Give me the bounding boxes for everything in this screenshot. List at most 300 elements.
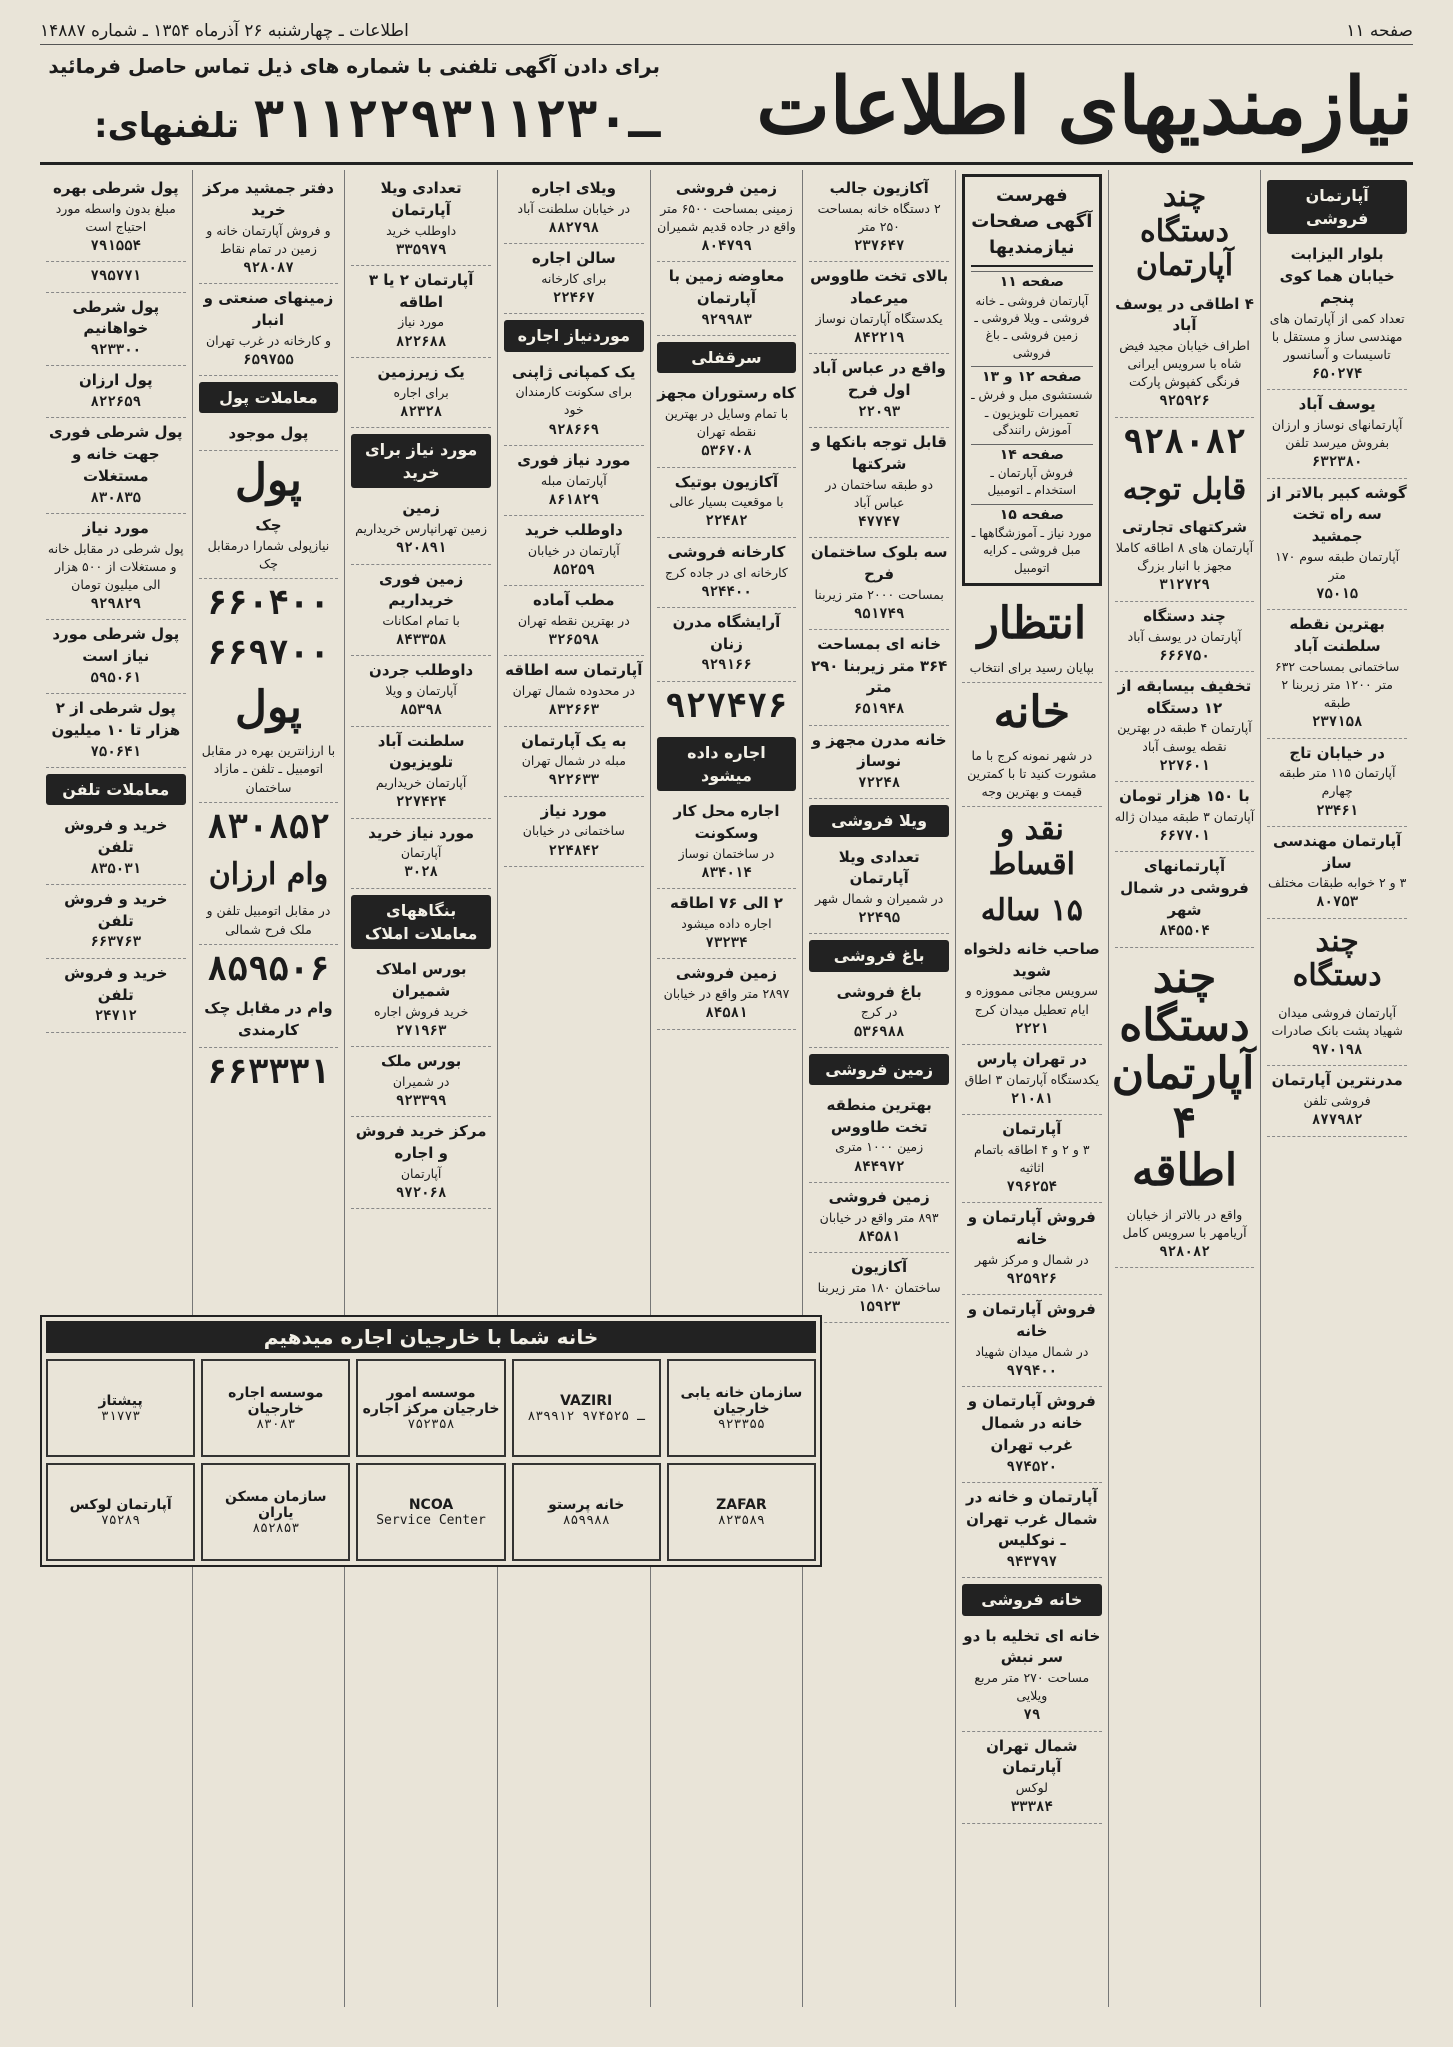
ad-phone: ۹۲۳۳۹۹ xyxy=(395,1092,447,1109)
ad-text: بپایان رسید برای انتخاب xyxy=(969,659,1094,675)
ad-text: برای سکونت کارمندان خود xyxy=(515,384,633,418)
ad-heading: قابل توجه بانکها و شرکتها xyxy=(811,433,947,473)
classified-ad xyxy=(504,174,644,244)
ad-phone: ۸۷۷۹۸۲ xyxy=(1311,1112,1363,1129)
ad-phone: ۸۵۲۵۹ xyxy=(552,561,595,578)
ad-heading: چند دستگاه xyxy=(1143,606,1226,625)
index-box xyxy=(962,174,1102,586)
agency-logo xyxy=(46,1359,195,1457)
agency-name: سازمان مسکن یاران xyxy=(225,1488,327,1521)
ad-phone: ۳۰۲۸ xyxy=(404,864,438,881)
ad-phone: ۸۰۷۵۳ xyxy=(1316,894,1359,911)
phones-label: تلفنهای: xyxy=(94,106,239,146)
contact-note: برای دادن آگهی تلفنی با شماره های ذیل تماس حاصل فرمائید xyxy=(48,54,660,78)
ad-phone: ۸۳۴۰۱۴ xyxy=(701,865,752,882)
ad-text: در ساختمان نوساز xyxy=(678,845,775,861)
ad-phone: ۲۳۷۱۵۸ xyxy=(1311,714,1363,731)
ad-heading: در خیابان تاج xyxy=(1289,743,1385,762)
ad-phone: ۲۲۰۹۳ xyxy=(858,403,901,420)
index-items: آپارتمان فروشی ـ خانه فروشی ـ ویلا فروشی ـ زمین فروشی ـ باغ فروشی xyxy=(974,293,1090,360)
ad-text: زمین تهرانپارس خریداریم xyxy=(355,521,488,537)
ad-text: در شمیران و شمال شهر xyxy=(815,891,944,907)
ad-phone: ۳۲۶۵۹۸ xyxy=(548,632,600,649)
column-6 xyxy=(497,170,650,2007)
classified-ad xyxy=(504,358,644,446)
ad-heading: دفتر جمشید مرکز خرید xyxy=(202,179,334,219)
column-9 xyxy=(40,170,192,2007)
classified-ad xyxy=(46,811,186,885)
classified-ad xyxy=(351,174,491,266)
ad-text: آپارتمان مبله xyxy=(540,472,607,488)
agency-logo xyxy=(512,1463,661,1561)
ad-phone: ۷۹ xyxy=(1023,1707,1041,1724)
classified-ad xyxy=(809,630,949,726)
ad-text: با ارزانترین بهره در مقابل اتومبیل ـ تلفن ـ مازاد ساختمان xyxy=(201,743,336,795)
ad-text: در شمال و مرکز شهر xyxy=(974,1251,1089,1267)
classified-ad xyxy=(504,727,644,797)
classified-ad xyxy=(657,468,797,538)
ad-phone: ۲۲۲۱ xyxy=(1014,1020,1049,1037)
section-banner: زمین فروشی xyxy=(809,1054,949,1085)
classified-ad xyxy=(351,955,491,1047)
classified-ad xyxy=(962,1483,1102,1579)
index-section: صفحه ۱۴ xyxy=(971,444,1093,465)
agency-logo xyxy=(201,1463,350,1561)
page-number: صفحه ۱۱ xyxy=(1346,21,1413,41)
ad-heading: داوطلب خرید xyxy=(524,521,623,539)
page-title: نیازمندیهای اطلاعات xyxy=(756,61,1413,152)
section-banner: سرقفلی xyxy=(657,342,797,373)
agency-phone: ۸۲۳۵۸۹ xyxy=(717,1512,765,1528)
ad-phone: ۹۲۳۳۰۰ xyxy=(90,342,142,359)
ad-text: مبله در شمال تهران xyxy=(521,753,626,769)
display-phone: ۸۳۰۸۵۲ xyxy=(207,806,330,847)
ad-phone: ۹۲۹۹۸۳ xyxy=(701,311,752,328)
classified-ad xyxy=(199,419,339,451)
column-4 xyxy=(802,170,955,2007)
column-7 xyxy=(344,170,497,2007)
masthead xyxy=(40,52,1413,165)
ad-heading: یک کمپانی ژاپنی xyxy=(512,362,636,381)
ad-text: آپارتمانهای نوساز و ارزان بفروش میرسد تلفن xyxy=(1271,417,1403,451)
ad-heading: وام در مقابل چک کارمندی xyxy=(204,999,333,1039)
ad-heading: بهترین نقطه سلطنت آباد xyxy=(1289,615,1385,656)
display-headline: وام ارزان xyxy=(208,856,329,892)
classified-ad xyxy=(504,586,644,656)
classified-ad xyxy=(657,174,797,262)
agency-logos xyxy=(46,1359,816,1561)
section-banner: موردنیاز اجاره xyxy=(504,320,644,351)
ad-heading: خانه مدرن مجهز و نوساز xyxy=(811,730,947,771)
classified-ad xyxy=(962,1115,1102,1203)
agency-phone: ۷۵۲۳۵۸ xyxy=(407,1416,455,1432)
ad-heading: آپارتمان ۲ یا ۳ اطاقه xyxy=(368,270,474,311)
ad-phone: ۶۶۳۷۶۳ xyxy=(90,934,142,951)
index-section: صفحه ۱۲ و ۱۳ xyxy=(971,366,1093,387)
ad-heading: زمینهای صنعتی و انبار xyxy=(203,289,334,329)
agency-phone: ۸۵۲۸۵۳ xyxy=(252,1520,300,1536)
ad-text: ۸۹۳ متر واقع در خیابان xyxy=(819,1209,939,1225)
ad-text: سرویس مجانی ممووزه و ایام تعطیل میدان کرج xyxy=(965,983,1098,1017)
classified-ad xyxy=(46,418,186,514)
ad-phone: ۷۹۵۷۷۱ xyxy=(90,268,142,285)
ad-text: کارخانه ای در جاده کرج xyxy=(665,564,788,580)
ad-heading: سلطنت آباد تلویزیون xyxy=(377,731,465,772)
ad-text: زمینی بمساحت ۶۵۰۰ متر واقع در جاده قدیم شمیران xyxy=(657,200,796,234)
classified-ad xyxy=(809,726,949,800)
ad-heading: فروش آپارتمان و خانه xyxy=(967,1300,1096,1341)
classified-ad xyxy=(46,293,186,367)
ad-text: آپارتمان ۱۱۵ متر طبقه چهارم xyxy=(1278,765,1396,799)
ad-text: در محدوده شمال تهران xyxy=(512,683,635,699)
classified-ad xyxy=(657,262,797,336)
classified-ad xyxy=(962,1203,1102,1295)
ad-heading: یک زیرزمین xyxy=(377,362,465,381)
ad-text: آپارتمان فروشی میدان شهیاد پشت بانک صادرات xyxy=(1271,1004,1403,1038)
display-phone: ۹۲۸۰۸۲ xyxy=(1123,421,1246,462)
classified-ad xyxy=(1115,852,1255,948)
ad-phone: ۸۴۵۸۱ xyxy=(705,1005,748,1022)
agency-phone: ۷۵۲۸۹ xyxy=(101,1512,141,1528)
classified-ad xyxy=(809,978,949,1048)
ad-phone: ۹۵۱۷۴۹ xyxy=(853,605,905,622)
ad-phone: ۸۸۲۷۹۸ xyxy=(548,219,600,236)
ad-text: آپارتمان خریداریم xyxy=(375,775,467,791)
ad-phone: ۳۱۲۷۲۹ xyxy=(1159,577,1210,594)
ad-text: فروشی تلفن xyxy=(1303,1093,1371,1109)
ad-text: لوکس xyxy=(1015,1780,1048,1796)
display-headline: ۱۵ ساله xyxy=(980,893,1083,929)
classified-ad xyxy=(1267,390,1407,478)
classified-ad xyxy=(657,379,797,467)
classified-ad xyxy=(962,1045,1102,1115)
ad-phone: ۹۲۰۸۹۱ xyxy=(395,540,447,557)
classified-ad xyxy=(657,608,797,682)
agency-phone: ۳۱۷۷۳ xyxy=(101,1408,141,1424)
classified-ad xyxy=(657,889,797,959)
ad-text: پول شرطی در مقابل خانه و مستغلات از ۵۰۰ هزار الی میلیون تومان xyxy=(47,540,184,592)
ad-phone: ۸۶۱۸۲۹ xyxy=(548,491,600,508)
classified-ad xyxy=(962,1622,1102,1732)
section-banner: مورد نیاز برای خرید xyxy=(351,434,491,488)
ad-text: در خیابان سلطنت آباد xyxy=(517,200,631,216)
ad-phone: ۸۴۳۳۵۸ xyxy=(395,632,447,649)
ad-phone: ۹۷۹۴۰۰ xyxy=(1006,1363,1058,1379)
ad-phone: ۹۲۴۴۰۰ xyxy=(701,583,752,600)
agency-logo xyxy=(512,1359,661,1457)
classified-ad xyxy=(1115,782,1255,852)
ad-phone: ۵۳۶۷۰۸ xyxy=(701,443,752,460)
index-items: مورد نیاز ـ آموزشگاهها ـ مبل فروشی ـ کرایه اتومبیل xyxy=(971,525,1092,575)
ad-text: در شمال میدان شهیاد xyxy=(975,1343,1089,1359)
ad-heading: سالن اجاره xyxy=(531,249,616,268)
agency-logo xyxy=(356,1463,505,1561)
column-3 xyxy=(955,170,1108,2007)
display-phone: ۹۲۷۴۷۶ xyxy=(665,685,788,726)
classified-ad xyxy=(46,262,186,292)
classified-ad xyxy=(351,1117,491,1209)
ad-text: یکدستگاه آپارتمان ۳ اطاق xyxy=(964,1071,1100,1087)
classified-ad xyxy=(1115,1202,1255,1269)
display-headline: پول xyxy=(234,681,302,733)
ad-heading: مورد نیاز xyxy=(82,518,149,537)
ad-phone: ۹۲۵۹۲۶ xyxy=(1006,1271,1058,1288)
ad-heading: زمین xyxy=(402,499,440,518)
ad-heading: با ۱۵۰ هزار تومان xyxy=(1119,786,1250,805)
column-8 xyxy=(192,170,345,2007)
display-headline: خانه xyxy=(993,686,1071,738)
ad-text: آپارتمان طبقه سوم ۱۷۰ متر xyxy=(1275,548,1400,582)
ad-phone: ۸۳۵۰۳۱ xyxy=(90,860,142,877)
ad-text: ۲۸۹۷ متر واقع در خیابان xyxy=(663,986,790,1002)
agency-name: NCOA xyxy=(408,1496,454,1513)
ad-text: آپارتمان ۴ طبقه در بهترین نقطه یوسف آباد xyxy=(1117,720,1252,754)
ad-text: با موقعیت بسیار عالی xyxy=(669,494,784,510)
classified-ad xyxy=(1267,827,1407,919)
ad-heading: پول شرطی از ۲ هزار تا ۱۰ میلیون xyxy=(51,699,181,739)
classified-ad xyxy=(809,354,949,428)
ad-heading: پول شرطی بهره xyxy=(52,179,179,197)
display-headline: انتظار xyxy=(977,598,1087,650)
classified-ad xyxy=(1115,602,1255,672)
ad-text: ۳ و ۲ خوابه طبقات مختلف xyxy=(1267,875,1407,891)
agency-name: VAZIRI xyxy=(560,1392,613,1409)
ad-heading: مورد نیاز فوری xyxy=(517,450,631,469)
classified-ad xyxy=(351,358,491,428)
index-items: شستشوی مبل و فرش ـ تعمیرات تلویزیون ـ آموزش رانندگی xyxy=(971,388,1093,438)
ad-heading: آپارتمانهای فروشی در شمال شهر xyxy=(1120,857,1249,919)
ad-heading: ۴ اطاقی در یوسف آباد xyxy=(1115,294,1254,335)
agency-name: خانه پرستو xyxy=(548,1496,625,1513)
classified-ad xyxy=(1115,290,1255,418)
ad-heading: زمین فروشی xyxy=(675,179,778,197)
ad-text: آپارتمان های ۸ اطاقه کاملا مجهز با انبار بزرگ xyxy=(1115,540,1254,574)
classified-ad xyxy=(351,1047,491,1117)
agency-name: آپارتمان لوکس xyxy=(69,1496,172,1513)
classified-ad xyxy=(199,994,339,1048)
ad-phone: ۲۱۰۸۱ xyxy=(1010,1090,1053,1107)
ad-heading: مطب آماده xyxy=(532,591,615,610)
issue-info: اطلاعات ـ چهارشنبه ۲۶ آذرماه ۱۳۵۴ ـ شماره ۱۴۸۸۷ xyxy=(40,21,409,41)
display-headline: قابل توجه xyxy=(1122,471,1247,507)
ad-phone: ۷۳۲۳۴ xyxy=(705,935,748,952)
ad-heading: خرید و فروش تلفن xyxy=(64,963,168,1004)
ad-heading: پول موجود xyxy=(228,424,309,443)
ad-text: ۳ و ۲ و ۴ اطاقه باتمام اثاثیه xyxy=(974,1141,1090,1176)
ad-phone: ۶۶۶۷۵۰ xyxy=(1159,647,1210,664)
agency-logo xyxy=(356,1359,505,1457)
ad-phone: ۲۲۴۶۷ xyxy=(552,290,595,307)
ad-phone: ۸۴۲۲۱۹ xyxy=(853,329,905,346)
ad-phone: ۲۲۷۶۰۱ xyxy=(1159,757,1210,774)
index-items: فروش آپارتمان ـ استخدام ـ اتومبیل xyxy=(987,465,1077,498)
ad-text: آپارتمان xyxy=(400,1165,442,1181)
ad-text: در شمیران xyxy=(392,1073,450,1089)
ad-text: مساحت ۲۷۰ متر مربع ویلایی xyxy=(974,1670,1090,1704)
ad-phone: ۶۵۰۲۷۴ xyxy=(1311,366,1363,382)
classified-ad xyxy=(504,656,644,726)
ad-phone: ۸۳۰۸۳۵ xyxy=(90,489,142,506)
classified-ad xyxy=(46,694,186,768)
classified-ad xyxy=(199,284,339,376)
ad-text: یکدستگاه آپارتمان نوساز xyxy=(815,310,943,326)
ad-phone: ۳۳۳۸۴ xyxy=(1010,1799,1053,1816)
ad-text: مبلغ بدون واسطه مورد احتیاج است xyxy=(55,200,176,234)
classified-ad xyxy=(962,1732,1102,1824)
ad-heading: بلوار الیزابت خیابان هما کوی پنجم xyxy=(1279,245,1395,307)
ad-heading: آرایشگاه مدرن زنان xyxy=(672,612,781,653)
classified-ad xyxy=(657,797,797,889)
ad-text: مورد نیاز xyxy=(398,314,445,330)
running-head xyxy=(40,18,1413,45)
section-banner: خانه فروشی xyxy=(962,1584,1102,1615)
ad-text: ساختمانی بمساحت ۶۳۲ متر ۱۲۰۰ متر زیربنا ۲ طبقه xyxy=(1274,658,1400,711)
classified-ad xyxy=(809,428,949,538)
ad-phone: ۲۷۱۹۶۳ xyxy=(395,1022,447,1039)
ad-phone: ۶۳۲۳۸۰ xyxy=(1311,454,1363,471)
ad-heading: خانه ای تخلیه با دو سر نبش xyxy=(963,1626,1101,1667)
phones-row xyxy=(40,90,660,150)
section-banner: باغ فروشی xyxy=(809,940,949,971)
section-banner: ویلا فروشی xyxy=(809,805,949,836)
display-headline: چند دستگاه آپارتمان xyxy=(1135,179,1234,283)
classified-ad xyxy=(351,565,491,657)
agency-phone: ۹۲۳۳۵۵ xyxy=(717,1416,765,1432)
agency-logo xyxy=(46,1463,195,1561)
agency-phone: ۸۵۹۹۸۸ xyxy=(562,1512,610,1528)
classified-ad xyxy=(809,1183,949,1253)
classified-ad xyxy=(657,959,797,1029)
ad-heading: آپارتمان مهندسی ساز xyxy=(1273,831,1402,872)
display-headline: چند دستگاه آپارتمان ۴ اطاقه xyxy=(1111,951,1255,1197)
ad-phone: ۸۲۳۲۸ xyxy=(400,403,443,420)
ad-heading: بالای تخت طاووس میرعماد xyxy=(810,267,949,308)
ad-phone: ۳۳۵۹۷۹ xyxy=(395,241,447,258)
ad-heading: گوشه کبیر بالاتر از سه راه تخت جمشید xyxy=(1267,483,1407,546)
ad-text: تعداد کمی از آپارتمان های مهندسی ساز و مستقل با تاسیسات و آسانسور xyxy=(1269,310,1405,362)
ad-text: با تمام امکانات xyxy=(382,613,460,629)
section-banner: معاملات تلفن xyxy=(46,774,186,805)
agency-logo xyxy=(667,1463,816,1561)
section-banner: بنگاههای معاملات املاک xyxy=(351,895,491,949)
agency-phone: ۸۳۹۹۱۲ ـ ۹۷۴۵۲۵ xyxy=(527,1408,645,1424)
classified-ad xyxy=(199,738,339,802)
ad-heading: فروش آپارتمان و خانه xyxy=(967,1208,1096,1249)
ad-heading: چک xyxy=(255,516,282,535)
ad-heading: پول ارزان xyxy=(78,371,153,390)
classified-ad xyxy=(351,656,491,726)
ad-text: نیازپولی شمارا درمقابل چک xyxy=(207,538,330,572)
ad-text: در مقابل اتومبیل تلفن و ملک فرح شمالی xyxy=(206,903,331,937)
ad-phone: ۹۴۳۷۹۷ xyxy=(1006,1554,1058,1571)
ad-phone: ۹۲۹۸۲۹ xyxy=(90,596,142,613)
classified-ad xyxy=(46,885,186,959)
ad-text: در بهترین نقطه تهران xyxy=(517,612,630,628)
ad-phone: ۷۵۰۱۵ xyxy=(1316,586,1359,603)
classified-ad xyxy=(504,797,644,867)
ad-phone: ۲۲۴۸۲ xyxy=(705,513,748,530)
ad-phone: ۹۲۹۱۶۶ xyxy=(701,657,752,674)
ad-phone: ۵۳۶۹۸۸ xyxy=(853,1023,905,1040)
ad-text: آپارتمان ۳ طبقه میدان ژاله xyxy=(1114,808,1255,824)
ad-heading: خرید و فروش تلفن xyxy=(64,816,168,856)
index-section: صفحه ۱۱ xyxy=(971,271,1093,292)
ad-phone: ۹۷۲۰۶۸ xyxy=(395,1184,447,1201)
ad-heading: تعدادی ویلا آپارتمان xyxy=(838,847,920,888)
ad-text: و کارخانه در غرب تهران xyxy=(205,332,331,348)
ad-phone: ۸۳۲۶۶۳ xyxy=(548,702,600,719)
ad-heading: آکازیون جالب xyxy=(829,179,929,197)
display-headline: نقد و اقساط xyxy=(988,812,1075,882)
ad-heading: پول شرطی خواهانیم xyxy=(72,297,160,338)
classified-ad xyxy=(1267,610,1407,738)
ad-heading: به یک آپارتمان xyxy=(521,731,627,750)
classified-ad xyxy=(46,620,186,694)
classified-ad xyxy=(504,446,644,516)
ad-phone: ۹۷۴۵۲۰ xyxy=(1006,1458,1058,1475)
ad-phone: ۹۲۸۰۸۲ xyxy=(1159,1243,1210,1260)
classified-ad xyxy=(1267,479,1407,611)
classified-ad xyxy=(46,514,186,620)
ad-text: ساختمان ۱۸۰ متر زیربنا xyxy=(817,1279,941,1295)
classified-ad xyxy=(199,174,339,284)
ad-text: خرید فروش اجاره xyxy=(373,1003,469,1019)
classified-ad xyxy=(46,366,186,418)
ad-phone: ۲۲۴۹۵ xyxy=(858,910,901,927)
ad-heading: داوطلب جردن xyxy=(369,661,474,680)
ad-heading: آپارتمان سه اطاقه xyxy=(505,661,643,680)
ad-text: برای اجاره xyxy=(393,384,449,400)
ad-heading: شمال تهران آپارتمان xyxy=(986,1736,1078,1777)
index-heading: فهرست آگهی صفحات نیازمندیها xyxy=(971,183,1093,267)
section-banner: آپارتمان فروشی xyxy=(1267,180,1407,234)
ad-phone: ۶۵۹۷۵۵ xyxy=(243,351,294,368)
ad-heading: مورد نیاز xyxy=(540,801,607,820)
ad-text: و فروش آپارتمان خانه و زمین در تمام نقاط xyxy=(206,222,331,256)
ad-heading: زمین فوری خریداریم xyxy=(378,569,464,610)
ad-heading: کارخانه فروشی xyxy=(667,542,786,561)
ad-phone: ۷۹۱۵۵۴ xyxy=(90,238,142,254)
ad-heading: مدرنترین آپارتمان xyxy=(1271,1071,1403,1090)
column-2 xyxy=(1108,170,1261,2007)
display-phone: ۶۶۹۷۰۰ xyxy=(207,632,330,673)
agency-logo xyxy=(201,1359,350,1457)
ad-heading: آپارتمان xyxy=(1002,1120,1062,1139)
ad-text: آپارتمان در خیابان xyxy=(527,542,620,558)
classified-ad xyxy=(1115,513,1255,601)
ad-heading: تخفیف بیسابقه از ۱۲ دستگاه xyxy=(1117,676,1252,717)
ad-heading: در تهران پارس xyxy=(976,1049,1087,1068)
foreigners-rental-strip xyxy=(40,1315,822,1567)
ad-text: آپارتمان در یوسف آباد xyxy=(1127,628,1242,644)
ad-text: ساختمانی در خیابان xyxy=(522,823,625,839)
classified-ad xyxy=(962,935,1102,1045)
classified-ad xyxy=(199,898,339,944)
phone-numbers: ۳۱۱۲۲۹ـ۳۱۱۲۳۰ xyxy=(253,90,660,150)
ad-heading: خانه ای بمساحت ۳۶۴ متر زیربنا ۲۹۰ متر xyxy=(810,634,948,697)
ad-columns xyxy=(40,170,1413,2007)
classified-ad xyxy=(809,262,949,354)
agency-name: ZAFAR xyxy=(716,1496,767,1513)
ad-heading: آکازیون بوتیک xyxy=(674,472,779,491)
ad-phone: ۶۶۷۷۰۱ xyxy=(1159,827,1210,844)
display-headline: پول xyxy=(234,454,302,506)
ad-text: داوطلب خرید xyxy=(386,222,457,238)
ad-heading: فروش آپارتمان و خانه در شمال غرب تهران xyxy=(967,1392,1096,1454)
agency-name: سازمان خانه یابی خارجیان xyxy=(680,1384,803,1417)
ad-text: در شهر نمونه کرج با ما مشورت کنید تا با کمترین قیمت و بهترین وجه xyxy=(967,748,1097,800)
strip-heading: خانه شما با خارجیان اجاره میدهیم xyxy=(46,1321,816,1353)
